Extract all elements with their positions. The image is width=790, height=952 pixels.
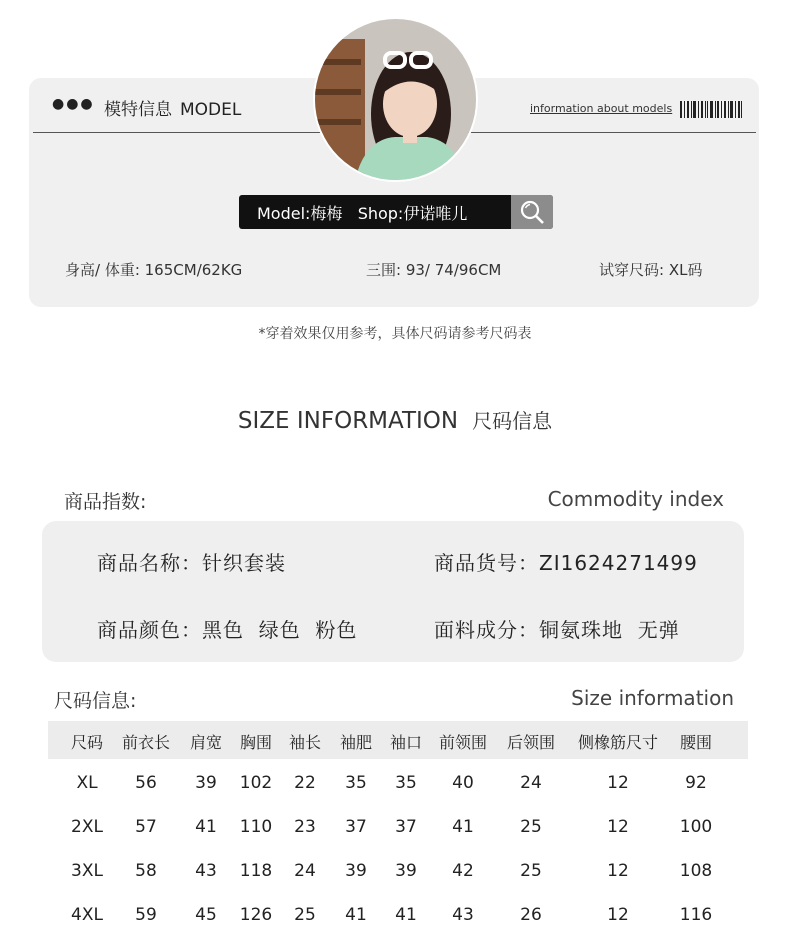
size-table-cell: 118 xyxy=(239,861,273,881)
search-icon xyxy=(519,199,545,225)
size-table-cell: 56 xyxy=(135,773,157,793)
size-table-cell: 25 xyxy=(520,861,542,881)
size-table-cell: 41 xyxy=(195,817,217,837)
size-table-header-cell: 胸围 xyxy=(239,733,273,752)
model-shop-text: Model:梅梅 Shop:伊诺唯儿 xyxy=(257,203,468,223)
size-table-cell: 12 xyxy=(607,817,629,837)
size-table-cell: 41 xyxy=(395,905,417,925)
size-table-size-cell: 2XL xyxy=(71,817,103,837)
size-table-cell: 108 xyxy=(679,861,713,881)
size-table-cell: 35 xyxy=(395,773,417,793)
size-table-header-cell: 尺码 xyxy=(70,733,104,752)
size-table-cell: 23 xyxy=(294,817,316,837)
size-table-header-cell: 侧橡筋尺寸 xyxy=(577,733,659,752)
size-table-cell: 37 xyxy=(395,817,417,837)
size-table-cell: 12 xyxy=(607,905,629,925)
size-table-cell: 110 xyxy=(239,817,273,837)
size-table-header-cell: 袖肥 xyxy=(339,733,373,752)
size-table-header-cell: 后领围 xyxy=(506,733,556,752)
model-avatar xyxy=(313,17,478,182)
size-table-cell: 42 xyxy=(452,861,474,881)
size-table-cell: 24 xyxy=(520,773,542,793)
size-table-cell: 12 xyxy=(607,773,629,793)
size-table-cell: 24 xyxy=(294,861,316,881)
model-section-title xyxy=(104,95,241,120)
size-table-header-cell: 肩宽 xyxy=(189,733,223,752)
size-table-cell: 25 xyxy=(520,817,542,837)
size-table-cell: 45 xyxy=(195,905,217,925)
commodity-label-cn: 商品指数: xyxy=(64,491,147,513)
size-table-cell: 92 xyxy=(685,773,707,793)
size-table-size-cell: XL xyxy=(76,773,98,793)
size-table-cell: 39 xyxy=(395,861,417,881)
size-heading-en: SIZE INFORMATION xyxy=(237,408,459,434)
product-colors: 商品颜色：黑色 绿色 粉色 xyxy=(97,618,358,642)
height-weight: 身高/ 体重: 165CM/62KG xyxy=(65,261,243,279)
size-table-size-cell: 4XL xyxy=(71,905,103,925)
size-table-size-cell: 3XL xyxy=(71,861,103,881)
size-table-cell: 59 xyxy=(135,905,157,925)
size-table-cell: 39 xyxy=(345,861,367,881)
size-table-header-cell: 袖长 xyxy=(288,733,322,752)
size-table-cell: 22 xyxy=(294,773,316,793)
model-title-en: MODEL xyxy=(180,100,242,120)
search-button[interactable] xyxy=(511,195,553,229)
size-table-cell: 100 xyxy=(679,817,713,837)
size-table-header-cell: 袖口 xyxy=(389,733,423,752)
size-table-cell: 12 xyxy=(607,861,629,881)
size-table-cell: 41 xyxy=(452,817,474,837)
product-code: 商品货号：ZI1624271499 xyxy=(434,551,698,575)
model-title-cn: 模特信息 xyxy=(104,100,172,120)
size-table-label-en: Size information xyxy=(571,686,734,710)
size-table-header-cell: 前领围 xyxy=(438,733,488,752)
size-table-cell: 43 xyxy=(452,905,474,925)
size-table-cell: 58 xyxy=(135,861,157,881)
size-note: *穿着效果仅用参考，具体尺码请参考尺码表 xyxy=(258,326,532,342)
barcode-icon xyxy=(680,101,742,118)
size-table-cell: 39 xyxy=(195,773,217,793)
info-about-models-label: information about models xyxy=(530,102,673,115)
size-table-cell: 116 xyxy=(679,905,713,925)
size-table-cell: 43 xyxy=(195,861,217,881)
measurements: 三围: 93/ 74/96CM xyxy=(366,261,502,279)
commodity-label-en: Commodity index xyxy=(547,487,724,511)
size-table-cell: 40 xyxy=(452,773,474,793)
size-table-cell: 126 xyxy=(239,905,273,925)
size-information-heading xyxy=(0,405,790,434)
size-table-label-cn: 尺码信息: xyxy=(54,690,137,712)
product-name: 商品名称：针织套装 xyxy=(97,551,286,575)
product-fabric: 面料成分：铜氨珠地 无弹 xyxy=(434,618,680,642)
size-table-header-cell: 腰围 xyxy=(679,733,713,752)
size-table-cell: 102 xyxy=(239,773,273,793)
size-table-cell: 35 xyxy=(345,773,367,793)
try-on-size: 试穿尺码: XL码 xyxy=(599,261,703,279)
size-heading-cn: 尺码信息 xyxy=(472,409,553,433)
model-shop-bar xyxy=(239,195,553,229)
size-table-cell: 41 xyxy=(345,905,367,925)
size-table-cell: 25 xyxy=(294,905,316,925)
size-table-header-cell: 前衣长 xyxy=(121,733,171,752)
dots-icon: ●●● xyxy=(52,96,95,112)
size-table-cell: 26 xyxy=(520,905,542,925)
size-table-cell: 57 xyxy=(135,817,157,837)
size-table-cell: 37 xyxy=(345,817,367,837)
